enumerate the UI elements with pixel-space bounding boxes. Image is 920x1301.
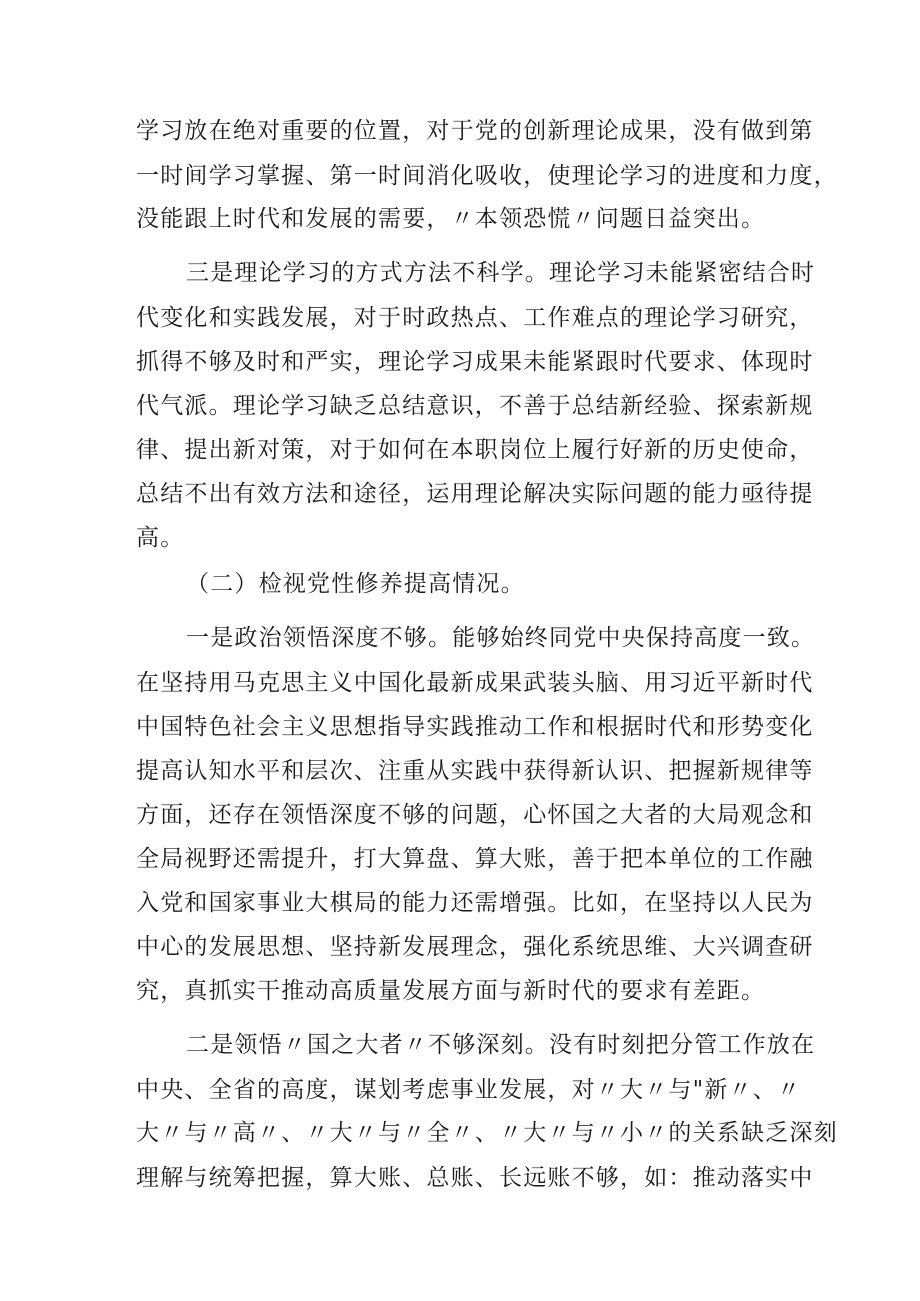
- paragraph-start-line: 一是政治领悟深度不够。能够始终同党中央保持高度一致。: [186, 625, 816, 651]
- text-line: 方面，还存在领悟深度不够的问题，心怀国之大者的大局观念和: [136, 802, 814, 828]
- paragraph-start-line: 三是理论学习的方式方法不科学。理论学习未能紧密结合时: [186, 260, 816, 286]
- text-line: 律、提出新对策，对于如何在本职岗位上履行好新的历史使命，: [136, 437, 814, 463]
- paragraph-start-line: 二是领悟〃国之大者〃不够深刻。没有时刻把分管工作放在: [186, 1032, 816, 1058]
- text-line: 究，真抓实干推动高质量发展方面与新时代的要求有差距。: [136, 978, 766, 1004]
- text-line: 全局视野还需提升，打大算盘、算大账，善于把本单位的工作融: [136, 846, 814, 872]
- text-line: 学习放在绝对重要的位置，对于党的创新理论成果，没有做到第: [136, 118, 814, 144]
- text-line: 入党和国家事业大棋局的能力还需增强。比如，在坚持以人民为: [136, 890, 814, 916]
- text-line: 理解与统筹把握，算大账、总账、长远账不够，如：推动落实中: [136, 1165, 814, 1191]
- text-line: 总结不出有效方法和途径，运用理论解决实际问题的能力亟待提: [136, 481, 814, 507]
- text-line: 高。: [136, 525, 185, 551]
- text-line: 大〃与〃高〃、〃大〃与〃全〃、〃大〃与〃小〃的关系缺乏深刻: [136, 1120, 838, 1146]
- text-line: 代变化和实践发展，对于时政热点、工作难点的理论学习研究，: [136, 305, 814, 331]
- text-line: 中心的发展思想、坚持新发展理念，强化系统思维、大兴调查研: [136, 934, 814, 960]
- text-line: 没能跟上时代和发展的需要，〃本领恐慌〃问题日益突出。: [136, 206, 766, 232]
- text-line: 代气派。理论学习缺乏总结意识，不善于总结新经验、探索新规: [136, 393, 814, 419]
- text-line: 抓得不够及时和严实，理论学习成果未能紧跟时代要求、体现时: [136, 349, 814, 375]
- text-line: 在坚持用马克思主义中国化最新成果武装头脑、用习近平新时代: [136, 670, 814, 696]
- text-line: 中国特色社会主义思想指导实践推动工作和根据时代和形势变化: [136, 714, 814, 740]
- text-line: 中央、全省的高度，谋划考虑事业发展，对〃大〃与"新〃、〃: [136, 1077, 802, 1103]
- text-line: 提高认知水平和层次、注重从实践中获得新认识、把握新规律等: [136, 758, 814, 784]
- section-heading: （二）检视党性修养提高情况。: [186, 571, 525, 597]
- text-line: 一时间学习掌握、第一时间消化吸收，使理论学习的进度和力度，: [136, 163, 838, 189]
